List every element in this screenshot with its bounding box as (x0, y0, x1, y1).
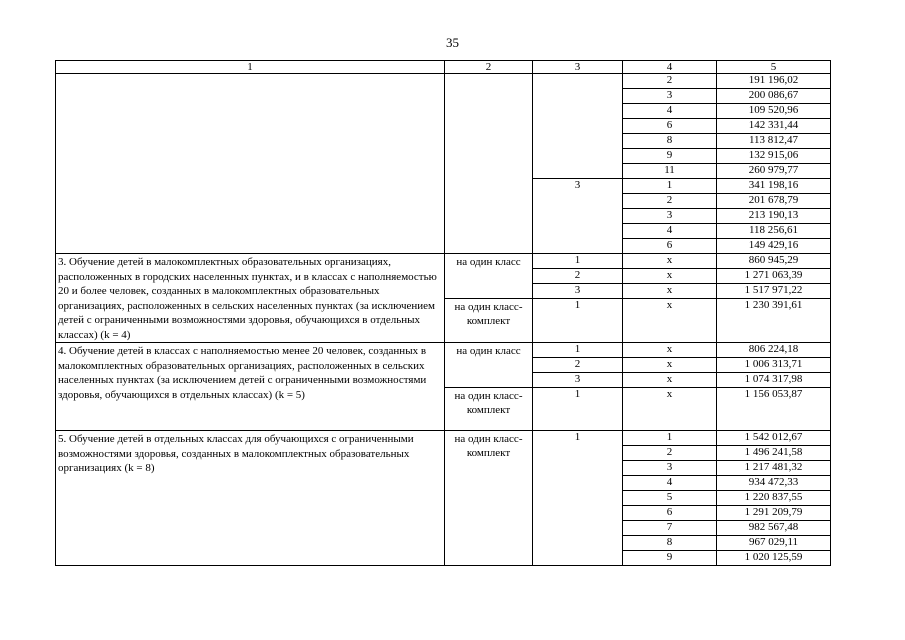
value-cell: 1 230 391,61 (717, 299, 831, 343)
col4-cell: x (623, 254, 717, 269)
col4-cell: 2 (623, 446, 717, 461)
col3-cell: 1 (533, 343, 623, 358)
unit-cell: на один класс-комплект (445, 388, 533, 431)
col4-cell: 4 (623, 104, 717, 119)
value-cell: 1 220 837,55 (717, 491, 831, 506)
col4-cell: 4 (623, 224, 717, 239)
col4-cell: 8 (623, 536, 717, 551)
col3-cell: 2 (533, 269, 623, 284)
col3-cell: 1 (533, 388, 623, 431)
value-cell: 149 429,16 (717, 239, 831, 254)
value-cell: 1 074 317,98 (717, 373, 831, 388)
col3-cell (533, 74, 623, 179)
col4-cell: 2 (623, 74, 717, 89)
col4-cell: 8 (623, 134, 717, 149)
value-cell: 109 520,96 (717, 104, 831, 119)
value-cell: 341 198,16 (717, 179, 831, 194)
value-cell: 1 020 125,59 (717, 551, 831, 566)
section-description (56, 74, 445, 254)
section-description: 3. Обучение детей в малокомплектных образовательных организациях, расположенных в городских населенных пунктах, и в классах с наполняемостью 20 и более человек, созданных в малокомплектных образовательных организациях, расположенных в сельских населенных пунктах (за исключением детей с ограниченными возможностями здоровья, обучающихся в отдельных классах) (k = 4) (56, 254, 445, 343)
table-body (56, 61, 831, 566)
column-header: 4 (623, 61, 717, 74)
page-number: 35 (446, 35, 459, 50)
value-cell: 1 006 313,71 (717, 358, 831, 373)
col3-cell: 3 (533, 284, 623, 299)
col4-cell: x (623, 284, 717, 299)
value-cell: 982 567,48 (717, 521, 831, 536)
col4-cell: 7 (623, 521, 717, 536)
value-cell: 934 472,33 (717, 476, 831, 491)
section-description: 4. Обучение детей в классах с наполняемостью менее 20 человек, созданных в малокомплектных образовательных организациях, расположенных в сельских населенных пунктах (за исключением детей с ограниченными возможностями здоровья, обучающихся в отдельных классах) (k = 5) (56, 343, 445, 431)
col3-cell: 1 (533, 254, 623, 269)
value-cell: 1 517 971,22 (717, 284, 831, 299)
col4-cell: 5 (623, 491, 717, 506)
value-cell: 142 331,44 (717, 119, 831, 134)
column-header: 3 (533, 61, 623, 74)
col4-cell: 1 (623, 179, 717, 194)
col4-cell: x (623, 343, 717, 358)
value-cell: 1 496 241,58 (717, 446, 831, 461)
value-cell: 1 271 063,39 (717, 269, 831, 284)
unit-cell: на один класс-комплект (445, 431, 533, 566)
table-row (56, 254, 831, 269)
table-row (56, 343, 831, 358)
unit-cell: на один класс (445, 254, 533, 299)
value-cell: 1 217 481,32 (717, 461, 831, 476)
value-cell: 860 945,29 (717, 254, 831, 269)
table-row (56, 74, 831, 89)
col4-cell: x (623, 358, 717, 373)
col4-cell: 6 (623, 239, 717, 254)
col4-cell: x (623, 299, 717, 343)
col4-cell: 9 (623, 551, 717, 566)
col4-cell: 4 (623, 476, 717, 491)
value-cell: 200 086,67 (717, 89, 831, 104)
value-cell: 132 915,06 (717, 149, 831, 164)
column-header: 1 (56, 61, 445, 74)
col3-cell: 1 (533, 431, 623, 566)
value-cell: 1 156 053,87 (717, 388, 831, 431)
column-header: 2 (445, 61, 533, 74)
col4-cell: 1 (623, 431, 717, 446)
value-cell: 806 224,18 (717, 343, 831, 358)
norms-table (55, 60, 831, 566)
value-cell: 260 979,77 (717, 164, 831, 179)
header-row (56, 61, 831, 74)
value-cell: 201 678,79 (717, 194, 831, 209)
col4-cell: x (623, 269, 717, 284)
value-cell: 191 196,02 (717, 74, 831, 89)
col3-cell: 1 (533, 299, 623, 343)
col4-cell: 2 (623, 194, 717, 209)
value-cell: 1 291 209,79 (717, 506, 831, 521)
value-cell: 967 029,11 (717, 536, 831, 551)
col3-cell: 3 (533, 179, 623, 254)
col3-cell: 3 (533, 373, 623, 388)
col4-cell: 3 (623, 461, 717, 476)
value-cell: 118 256,61 (717, 224, 831, 239)
unit-cell: на один класс-комплект (445, 299, 533, 343)
col4-cell: 3 (623, 209, 717, 224)
table-row (56, 431, 831, 446)
section-description: 5. Обучение детей в отдельных классах для обучающихся с ограниченными возможностями здоровья, созданных в малокомплектных образовательных организациях (k = 8) (56, 431, 445, 566)
col4-cell: 6 (623, 119, 717, 134)
col4-cell: 6 (623, 506, 717, 521)
col4-cell: 9 (623, 149, 717, 164)
col3-cell: 2 (533, 358, 623, 373)
col4-cell: 11 (623, 164, 717, 179)
value-cell: 213 190,13 (717, 209, 831, 224)
column-header: 5 (717, 61, 831, 74)
value-cell: 113 812,47 (717, 134, 831, 149)
unit-cell: на один класс (445, 343, 533, 388)
col4-cell: 3 (623, 89, 717, 104)
unit-cell (445, 74, 533, 254)
col4-cell: x (623, 373, 717, 388)
col4-cell: x (623, 388, 717, 431)
value-cell: 1 542 012,67 (717, 431, 831, 446)
